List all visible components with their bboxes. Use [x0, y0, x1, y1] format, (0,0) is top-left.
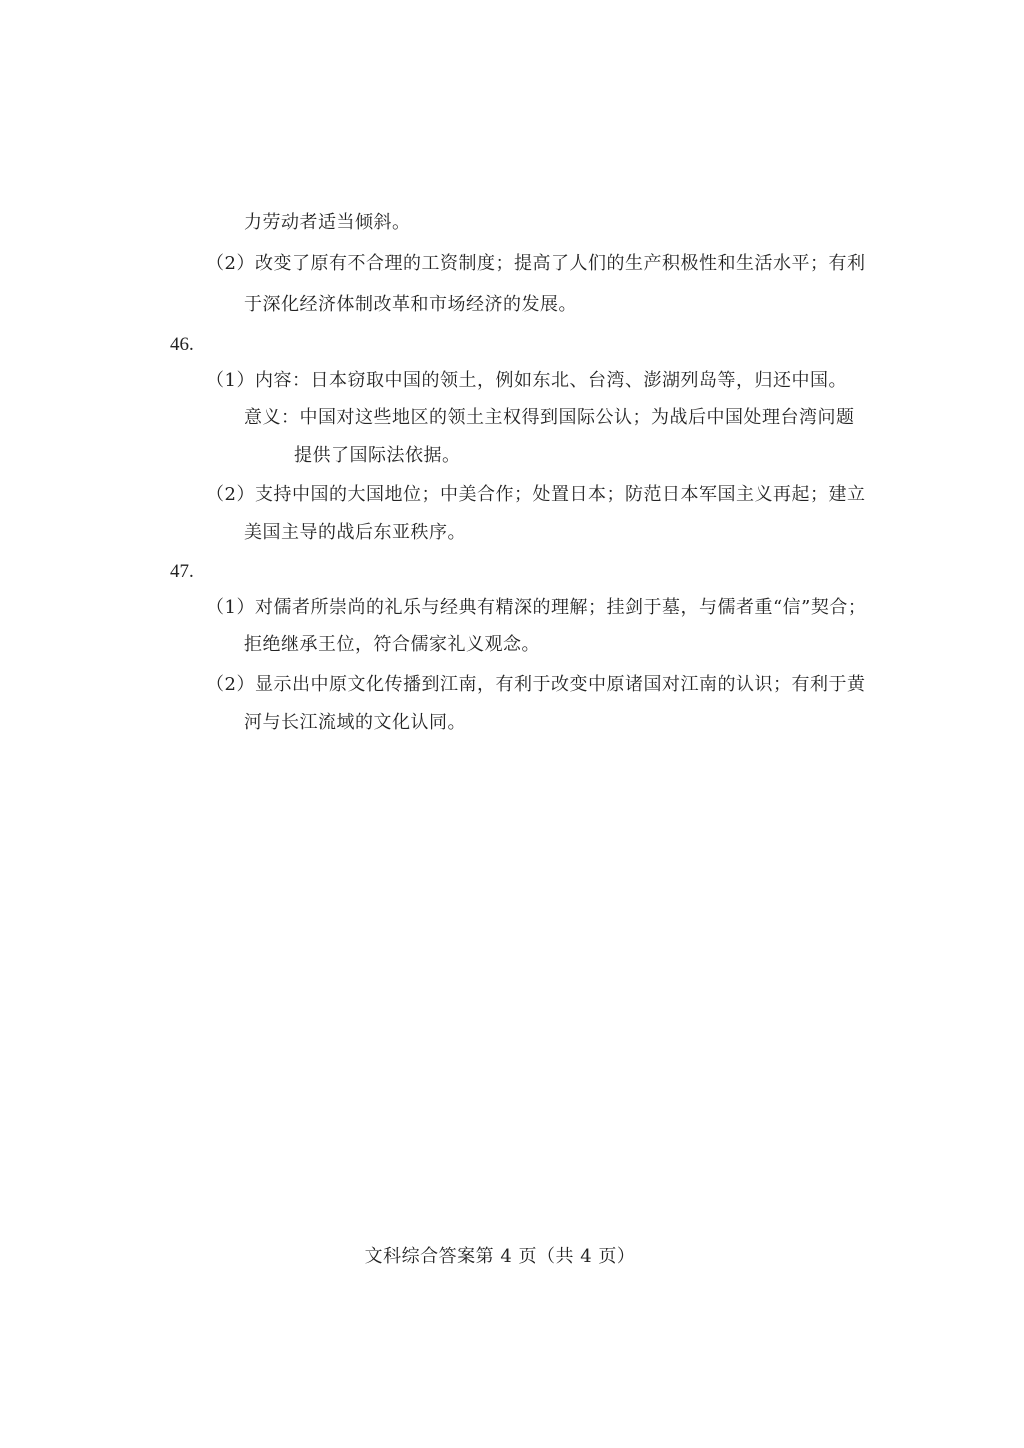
q47-p1-line2: 拒绝继承王位，符合儒家礼义观念。 — [244, 634, 540, 655]
q45-p2-line2: 于深化经济体制改革和市场经济的发展。 — [244, 294, 577, 315]
question-number-46: 46. — [170, 334, 194, 355]
q46-p1-line1: （1）内容：日本窃取中国的领土，例如东北、台湾、澎湖列岛等，归还中国。 — [206, 370, 847, 391]
q47-p1-line1: （1）对儒者所崇尚的礼乐与经典有精深的理解；挂剑于墓，与儒者重“信”契合； — [206, 597, 867, 618]
q47-p2-line2: 河与长江流域的文化认同。 — [244, 712, 466, 733]
q46-p2-line1: （2）支持中国的大国地位；中美合作；处置日本；防范日本军国主义再起；建立 — [206, 484, 866, 505]
q46-p1-line3: 提供了国际法依据。 — [294, 445, 461, 466]
q46-p2-line2: 美国主导的战后东亚秩序。 — [244, 522, 466, 543]
q46-p1-line2: 意义：中国对这些地区的领土主权得到国际公认；为战后中国处理台湾问题 — [244, 407, 855, 428]
q45-p1-continuation: 力劳动者适当倾斜。 — [244, 212, 411, 233]
question-number-47: 47. — [170, 561, 194, 582]
page-footer: 文科综合答案第 4 页（共 4 页） — [364, 1246, 636, 1267]
q45-p2-line1: （2）改变了原有不合理的工资制度；提高了人们的生产积极性和生活水平；有利 — [206, 253, 866, 274]
q47-p2-line1: （2）显示出中原文化传播到江南，有利于改变中原诸国对江南的认识；有利于黄 — [206, 674, 866, 695]
